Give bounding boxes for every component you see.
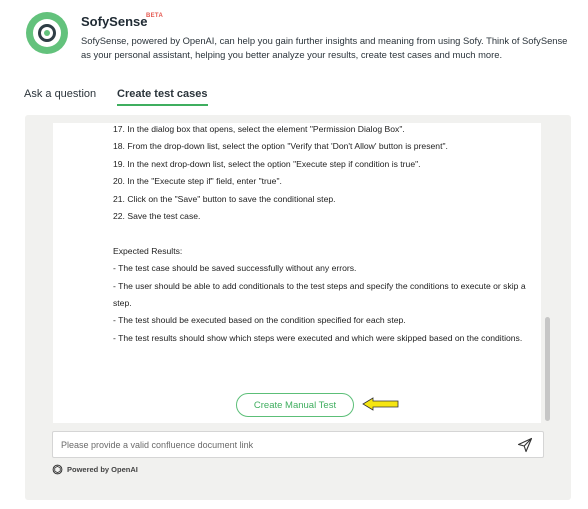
scrollbar-thumb[interactable] bbox=[545, 317, 550, 421]
send-icon[interactable] bbox=[517, 437, 533, 453]
step-line: 17. In the dialog box that opens, select the element "Permission Dialog Box". bbox=[113, 124, 405, 134]
response-text bbox=[113, 123, 533, 347]
step-line: 20. In the "Execute step if" field, enter "true". bbox=[113, 176, 282, 187]
brand-title: SofySense bbox=[81, 14, 148, 29]
step-line: 21. Click on the "Save" button to save the conditional step. bbox=[113, 193, 336, 204]
yellow-arrow-icon bbox=[362, 397, 400, 411]
powered-by-label: Powered by OpenAI bbox=[67, 464, 138, 474]
step-line: 22. Save the test case. bbox=[113, 211, 201, 222]
document-link-input[interactable] bbox=[61, 437, 501, 453]
expected-line: - The test case should be saved successfully without any errors. bbox=[113, 263, 357, 274]
header-description: SofySense, powered by OpenAI, can help you gain further insights and meaning from using Sofy. Think of SofySense as your personal assistant, helping you better analyze your results, create test cases and much more. bbox=[81, 35, 568, 60]
chat-panel bbox=[25, 115, 571, 500]
tab-ask-a-question[interactable]: Ask a question bbox=[24, 88, 97, 100]
expected-line: - The test should be executed based on the condition specified for each step. bbox=[113, 315, 406, 326]
expected-results-heading: Expected Results: bbox=[113, 245, 183, 256]
expected-line: - The user should be able to add conditionals to the test steps and specify the conditions to execute or skip a step. bbox=[113, 280, 526, 309]
tab-bar bbox=[24, 88, 224, 108]
expected-line: - The test results should show which steps were executed and which were skipped based on the conditions. bbox=[113, 332, 523, 343]
powered-by-openai bbox=[52, 462, 138, 476]
tab-create-test-cases[interactable]: Create test cases bbox=[117, 88, 208, 106]
response-card bbox=[53, 123, 541, 396]
document-link-field[interactable] bbox=[52, 431, 544, 458]
step-line: 19. In the next drop-down list, select the option "Execute step if condition is true". bbox=[113, 158, 421, 169]
create-manual-test-button[interactable]: Create Manual Test bbox=[236, 393, 354, 417]
openai-icon bbox=[52, 464, 63, 475]
header bbox=[26, 10, 576, 70]
step-line: 18. From the drop-down list, select the option "Verify that 'Don't Allow' button is present". bbox=[113, 141, 448, 152]
sofysense-logo-icon bbox=[26, 12, 68, 54]
beta-badge: BETA bbox=[146, 13, 164, 19]
